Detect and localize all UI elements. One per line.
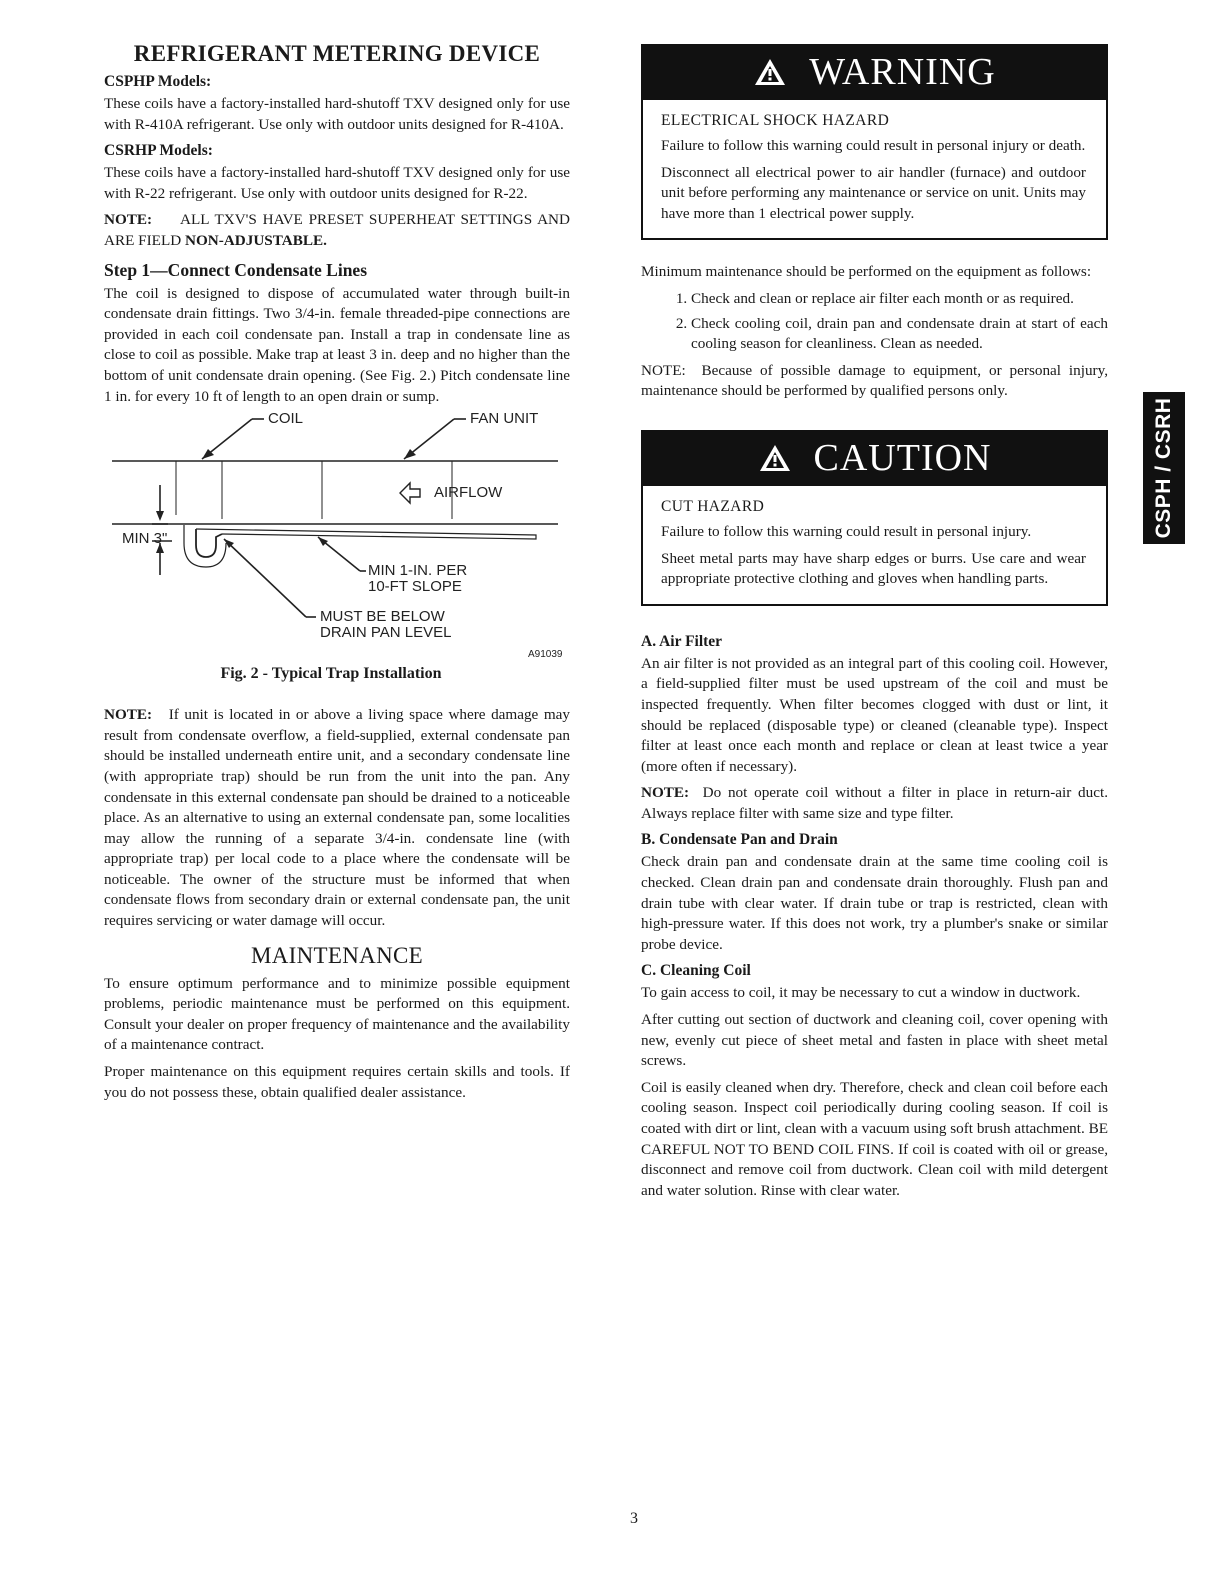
left-column <box>104 40 570 1109</box>
caution-p2: Sheet metal parts may have sharp edges or burrs. Use care and wear appropriate protective clothing and gloves when handling parts. <box>661 549 1086 588</box>
fig-label-airflow: AIRFLOW <box>434 484 503 502</box>
step1-heading: Step 1—Connect Condensate Lines <box>104 259 368 280</box>
cleaning-coil-p1: To gain access to coil, it may be necessary to cut a window in ductwork. <box>641 984 1081 1002</box>
list-item: 1. Check and clean or replace air filter each month or as required. <box>691 289 1108 310</box>
step1-text: The coil is designed to dispose of accumulated water through built-in condensate drain fittings. Two 3/4-in. female threaded-pipe connections are provided in each coil condensate pan. Install a trap in condensate line as close to coil as possible. Make trap at least 3 in. deep and no higher than the bottom of unit condensate drain opening. (See Fig. 2.) Pitch condensate line 1 in. for every 10 ft of length to an open drain or sump. <box>104 284 570 405</box>
warning-box <box>641 44 1108 240</box>
csrhp-text: These coils have a factory-installed hard-shutoff TXV designed only for use with R-22 refrigerant. Use only with outdoor units designed for R-22. <box>104 164 570 202</box>
caution-p1: Failure to follow this warning could result in personal injury. <box>661 522 1032 540</box>
section-title-maintenance: MAINTENANCE <box>251 942 423 968</box>
note-txv-text: ALL TXV'S HAVE PRESET SUPERHEAT SETTINGS AND ARE FIELD <box>104 211 570 249</box>
note-qualified-text: Because of possible damage to equipment, or personal injury, maintenance should be performed by qualified persons only. <box>641 361 1108 400</box>
condensate-pan-text: Check drain pan and condensate drain at the same time cooling coil is checked. Clean drain pan and condensate drain thoroughly. Flush pan and drain tube with clear water. If drain tube or trap is restricted, clean with high-pressure water. If this does not work, try a plumber's snake or similar probe device. <box>641 853 1108 953</box>
caution-title: CAUTION <box>813 436 992 479</box>
cleaning-coil-p2: After cutting out section of ductwork and cleaning coil, cover opening with new, evenly cut piece of sheet metal and fasten in place with sheet metal screws. <box>641 1011 1108 1070</box>
page-number: 3 <box>630 1510 638 1527</box>
warning-body <box>643 100 1106 238</box>
right-column <box>641 44 1108 1207</box>
note-txv <box>104 210 570 251</box>
csphp-heading: CSPHP Models: <box>104 73 212 90</box>
section-title-metering: REFRIGERANT METERING DEVICE <box>133 41 541 66</box>
air-filter-heading: A. Air Filter <box>641 632 723 650</box>
maintenance-intro: Minimum maintenance should be performed on the equipment as follows: <box>641 263 1092 281</box>
cleaning-coil-heading: C. Cleaning Coil <box>641 962 751 980</box>
fig-label-min3: MIN 3" <box>122 530 168 548</box>
note-qualified <box>641 361 1108 402</box>
note-label: NOTE: <box>641 784 690 802</box>
warning-triangle-icon <box>753 57 787 87</box>
warning-header <box>643 44 1106 100</box>
note-label: NOTE: <box>104 211 153 229</box>
figure-caption: Fig. 2 - Typical Trap Installation <box>220 665 442 683</box>
condensate-pan-heading: B. Condensate Pan and Drain <box>641 831 838 849</box>
note-condensate-text: If unit is located in or above a living space where damage may result from condensate overflow, a field-supplied, external condensate pan should be installed underneath entire unit, and a secondary condensate line (with appropriate trap) should be run from the unit into the pan. Any condensate in this external condensate pan should be drained to a noticeable place. As an alternative to using an external condensate pan, some localities may allow the running of a separate 3/4-in. condensate line (with appropriate trap) per local code to a place where the condensate will be noticeable. The owner of the structure must be informed that when condensate flows from secondary drain or external condensate pan, the unit requires servicing or water damage will occur. <box>104 706 570 930</box>
csphp-text: These coils have a factory-installed hard-shutoff TXV designed only for use with R-410A refrigerant. Use only with outdoor units designed for R-410A. <box>104 95 570 133</box>
note-label: NOTE: <box>641 361 686 379</box>
note-filter-text: Do not operate coil without a filter in place in return-air duct. Always replace filter with same size and type filter. <box>641 784 1108 822</box>
maintenance-list <box>641 289 1108 355</box>
caution-hazard: CUT HAZARD <box>661 497 765 515</box>
trap-installation-figure <box>104 410 570 661</box>
cleaning-coil-p3: Coil is easily cleaned when dry. Therefore, check and clean coil before each cooling season. Inspect coil periodically during cooling season. If coil is coated with dirt or lint, clean with a vacuum using soft brush attachment. BE CAREFUL NOT TO BEND COIL FINS. If coil is coated with oil or grease, disconnect and remove coil from ductwork. Clean coil with mild detergent and water solution. Rinse with clear water. <box>641 1078 1108 1199</box>
fig-label-slope-1: MIN 1-IN. PER <box>368 562 468 580</box>
fig-code: A91039 <box>528 649 563 661</box>
caution-header <box>643 430 1106 486</box>
warning-p2: Disconnect all electrical power to air handler (furnace) and outdoor unit before performing any maintenance or service on unit. Units may have more than 1 electrical power supply. <box>661 163 1086 222</box>
maintenance-p1: To ensure optimum performance and to minimize possible equipment problems, periodic maintenance must be performed on this equipment. Consult your dealer on proper frequency of maintenance and the availability of a maintenance contract. <box>104 974 570 1054</box>
warning-p1: Failure to follow this warning could result in personal injury or death. <box>661 137 1086 154</box>
note-condensate <box>104 705 570 932</box>
side-tab <box>1143 392 1185 544</box>
fig-label-below-1: MUST BE BELOW <box>320 608 445 626</box>
caution-box <box>641 430 1108 606</box>
side-tab-label: CSPH / CSRH <box>1152 397 1175 539</box>
fig-label-coil: COIL <box>268 410 304 428</box>
note-filter <box>641 783 1108 824</box>
fig-label-slope-2: 10-FT SLOPE <box>368 578 462 596</box>
air-filter-text: An air filter is not provided as an integral part of this cooling coil. However, a field-supplied filter must be used upstream of the coil and must be inspected frequently. When filter becomes clogged with dust or lint, it should be replaced (disposable type) or cleaned (cleanable type). Inspect filter at least once each month and replace or clean at least twice a year (more often if necessary). <box>641 654 1108 775</box>
fig-label-fan-unit: FAN UNIT <box>470 410 539 428</box>
warning-title: WARNING <box>809 51 996 93</box>
list-item: 2. Check cooling coil, drain pan and condensate drain at start of each cooling season for cleanliness. Clean as needed. <box>691 314 1108 355</box>
note-txv-bold: NON-ADJUSTABLE. <box>185 231 327 249</box>
fig-label-below-2: DRAIN PAN LEVEL <box>320 624 452 642</box>
caution-triangle-icon <box>758 443 792 473</box>
note-label: NOTE: <box>104 706 153 724</box>
maintenance-p2: Proper maintenance on this equipment requires certain skills and tools. If you do not possess these, obtain qualified dealer assistance. <box>104 1063 570 1101</box>
warning-hazard: ELECTRICAL SHOCK HAZARD <box>661 112 890 129</box>
trap-diagram <box>104 415 570 635</box>
caution-body <box>643 486 1106 604</box>
csrhp-heading: CSRHP Models: <box>104 142 213 160</box>
